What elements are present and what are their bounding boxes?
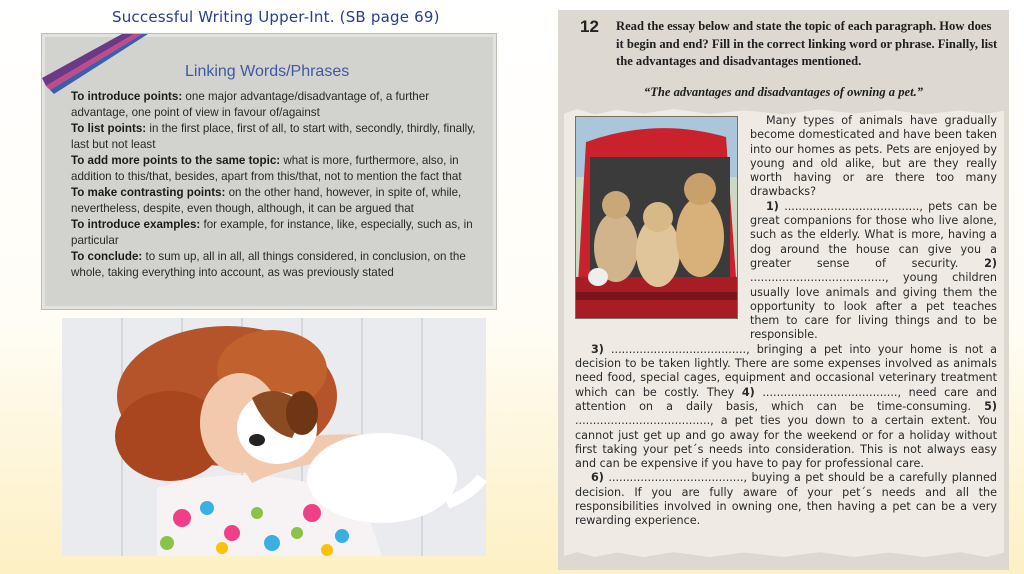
linking-item-introduce-points: To introduce points: one major advantage/disadvantage of, a further advantage, one point of view in favour of/against — [71, 90, 430, 119]
essay-paragraph-3: 3) ......................................, bringing a pet into your home is not a decision to be taken lightly. There are some expenses involved as animals need food, special cages, equipment and occasional veterinary treatment which can be costly. They 4) ......................................, need care and attention on a daily basis, which can be time-consuming. 5) ......................................, a pet ties you down to a certain extent. You cannot just get up and go away for the weekend or for a holiday without first taking your pet´s needs into consideration. This is not always easy and can be expensive if you have to pay for professional care. — [575, 342, 998, 471]
linking-item-add-points: To add more points to the same topic: what is more, furthermore, also, in addition to this/that, besides, apart from this/that, not to mention the fact that — [71, 154, 462, 183]
task-instructions: Read the essay below and state the topic of each paragraph. How does it begin and end? Fill in the correct linking word or phrase. Finally, list the advantages and disadvantages mentioned. — [616, 19, 998, 68]
dogs-in-car-photo — [575, 116, 738, 319]
textbook-page — [558, 10, 1009, 570]
slide-title: Successful Writing Upper-Int. (SB page 69) — [112, 8, 440, 26]
essay-title: “The advantages and disadvantages of owning a pet.” — [643, 85, 924, 99]
essay-paragraph-1: Many types of animals have gradually become domesticated and have been taken into our homes as pets. Pets are enjoyed by young and old alike, but are they really worth having or are there too many drawbacks? — [750, 114, 997, 199]
task-number: 12 — [580, 17, 599, 36]
linking-words-list — [71, 89, 486, 281]
linking-item-introduce-examples: To introduce examples: for example, for instance, like, especially, such as, in particular — [71, 218, 473, 247]
linking-item-conclude: To conclude: to sum up, all in all, all things considered, in conclusion, on the whole, taking everything into account, as was previously stated — [71, 250, 466, 279]
linking-item-contrasting-points: To make contrasting points: on the other hand, however, in spite of, while, nevertheless, despite, even though, although, it can be argued that — [71, 186, 462, 215]
decorative-ribbon-graphic — [42, 34, 162, 94]
linking-item-list-points: To list points: in the first place, first of all, to start with, secondly, thirdly, finally, last but not least — [71, 122, 476, 151]
essay-paragraph-2: 1) ......................................, pets can be great companions for those who live alone, such as the elderly. What is more, having a dog around the house can give you a greater sense of security. 2) ......................................, young children usually love animals and giving them the opportunity to look after a pet teaches them to care for living things and to be responsible. — [750, 199, 997, 342]
girl-with-puppy-photo — [62, 318, 486, 556]
essay-paragraph-4: 6) ......................................, buying a pet should be a carefully planned decision. If you are fully aware of your pet´s needs and all the responsibilities involved in owning one, then having a pet can be a very rewarding experience. — [575, 471, 998, 528]
linking-words-panel — [41, 33, 497, 310]
linking-words-heading: Linking Words/Phrases — [185, 63, 350, 80]
